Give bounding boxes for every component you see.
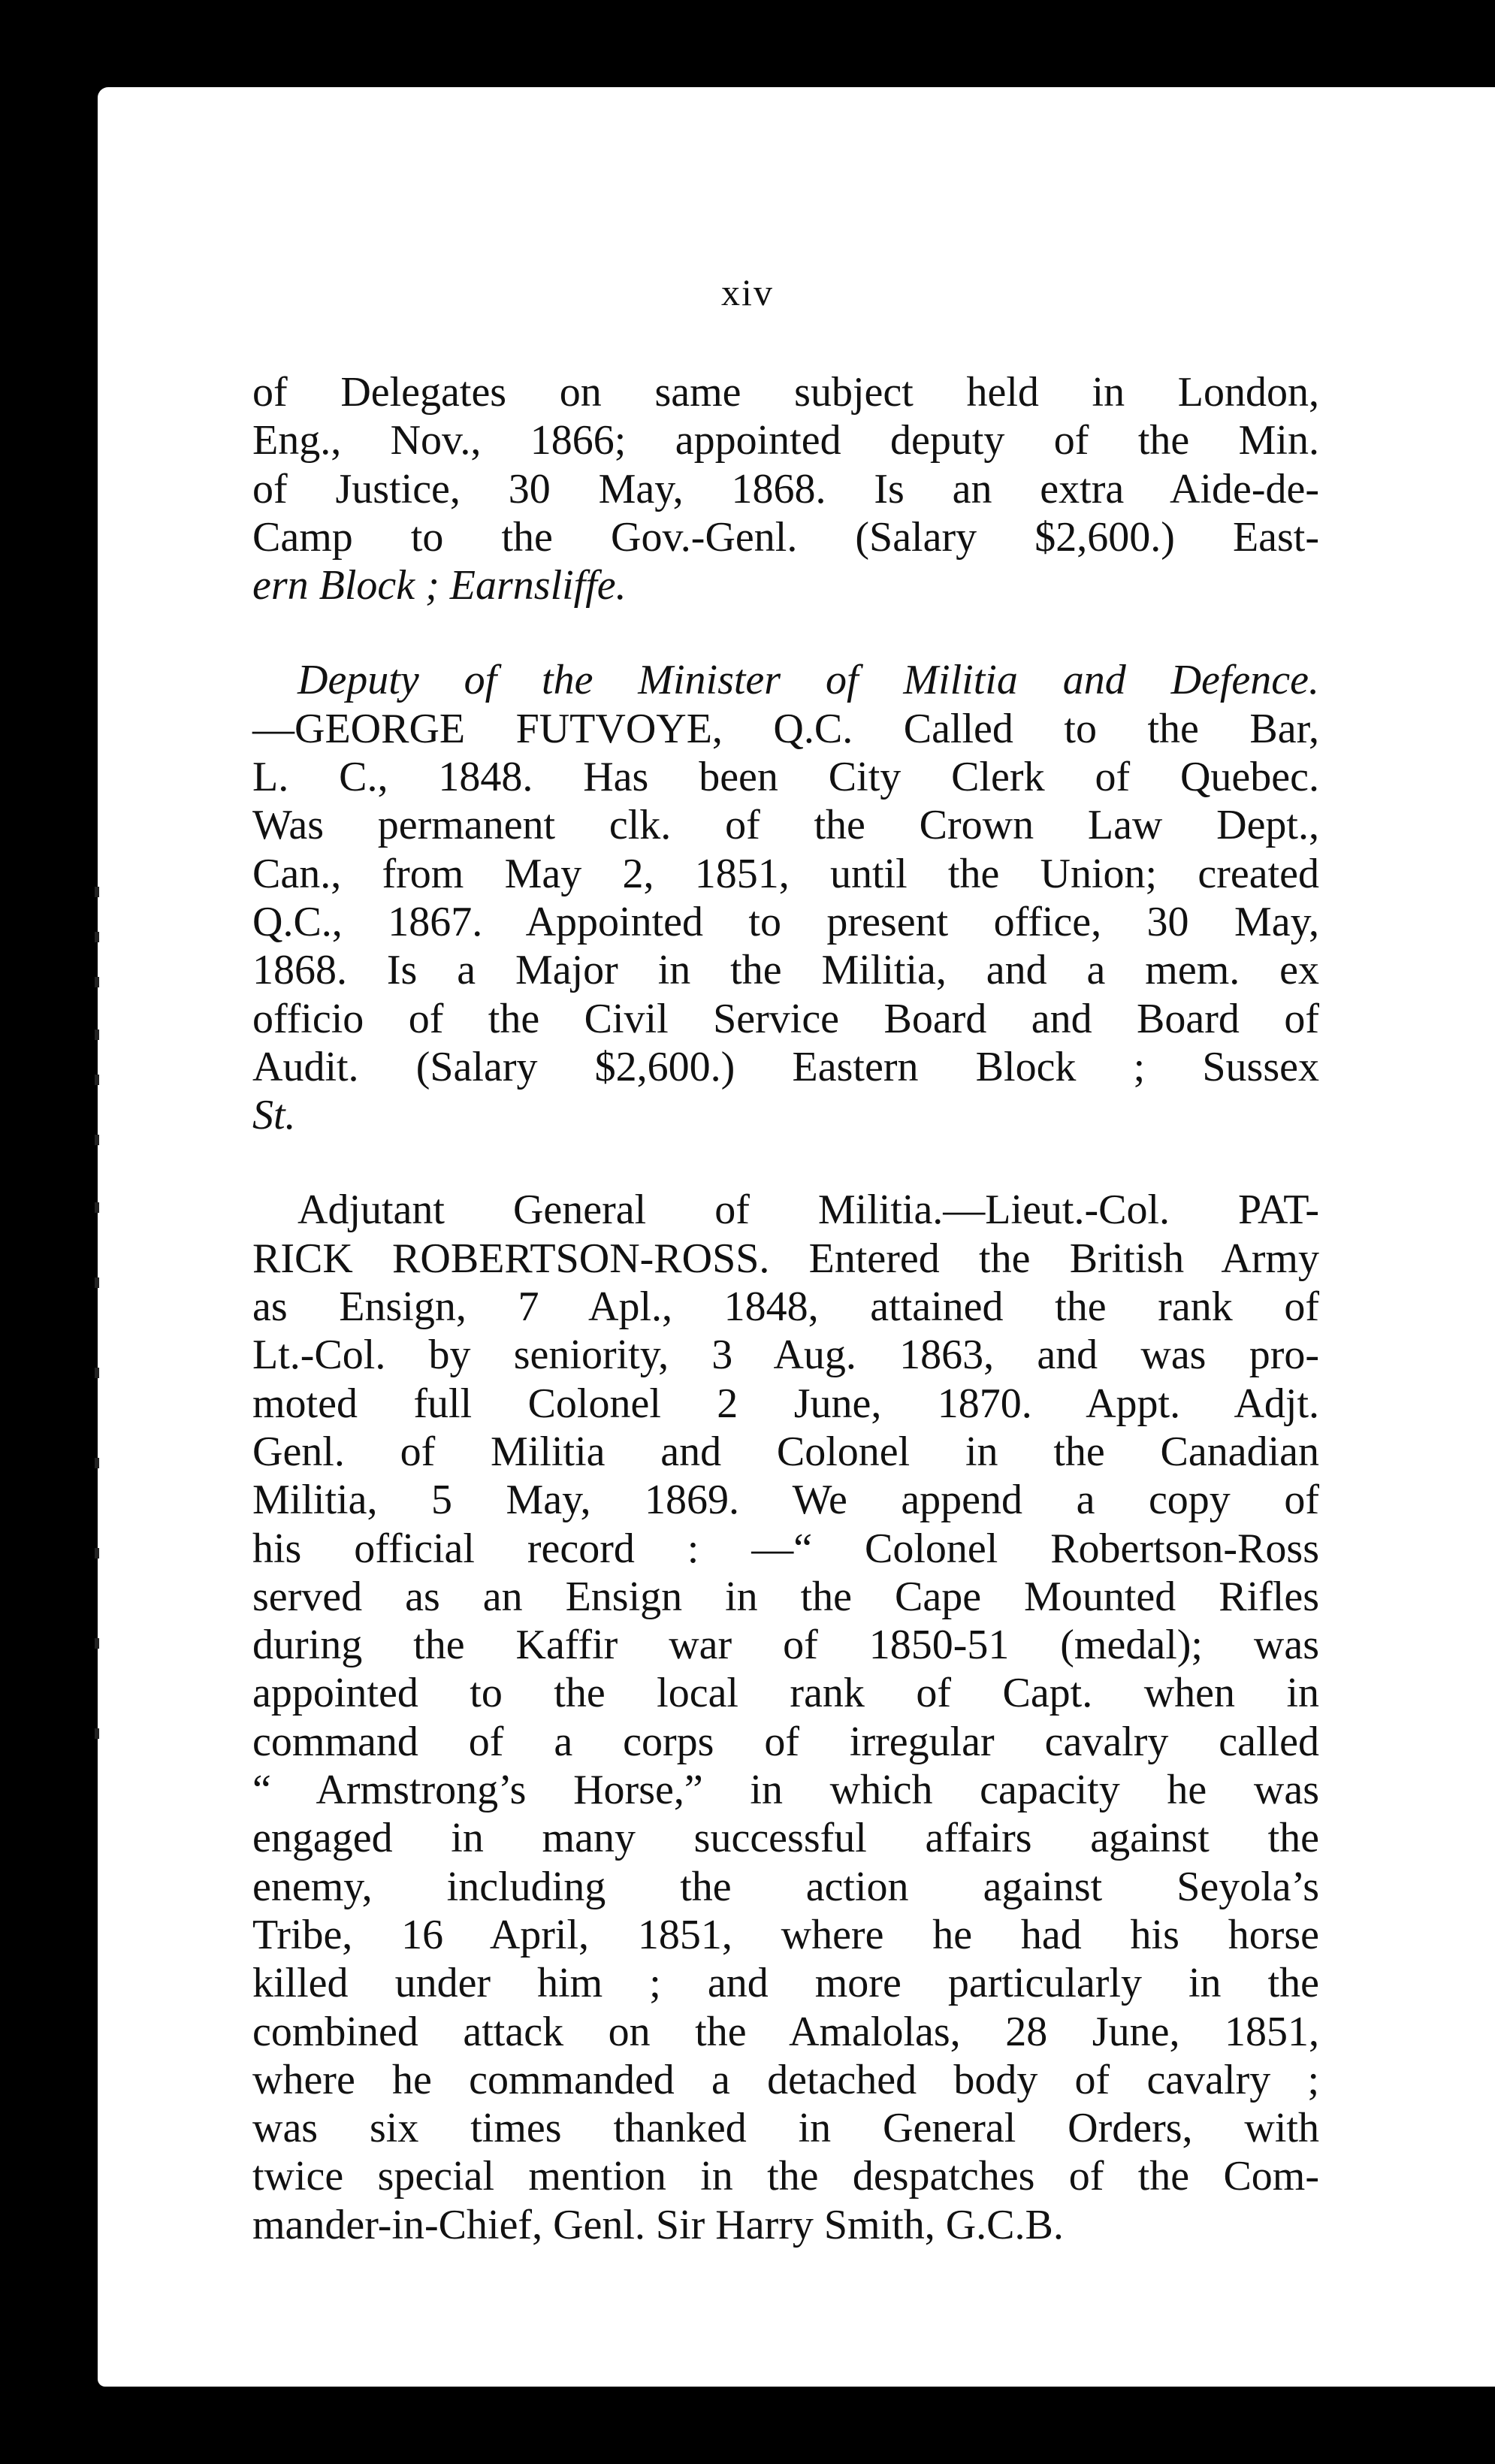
- text-line: was six times thanked in General Orders, with: [252, 2105, 1319, 2152]
- text-line: command of a corps of irregular cavalry called: [252, 1718, 1319, 1765]
- text-line: Eng., Nov., 1866; appointed deputy of the Min.: [252, 417, 1319, 464]
- text-line: ern Block ; Earnsliffe.: [252, 562, 627, 609]
- text-line: during the Kaffir war of 1850-51 (medal); was: [252, 1622, 1319, 1669]
- text-line: —GEORGE FUTVOYE, Q.C. Called to the Bar,: [252, 705, 1319, 752]
- text-line: moted full Colonel 2 June, 1870. Appt. Adjt.: [252, 1380, 1319, 1427]
- text-line: Was permanent clk. of the Crown Law Dept.,: [252, 802, 1319, 849]
- text-line: Genl. of Militia and Colonel in the Canadian: [252, 1428, 1319, 1475]
- text-line: enemy, including the action against Seyola’s: [252, 1863, 1319, 1910]
- text-line: twice special mention in the despatches of the Com-: [252, 2153, 1319, 2200]
- text-line: “ Armstrong’s Horse,” in which capacity he was: [252, 1767, 1319, 1814]
- text-line: Can., from May 2, 1851, until the Union; created: [252, 850, 1319, 897]
- text-line: mander-in-Chief, Genl. Sir Harry Smith, G.C.B.: [252, 2201, 1064, 2248]
- body-text: [252, 368, 1319, 2249]
- paragraph-1: [252, 368, 1319, 609]
- text-line: Audit. (Salary $2,600.) Eastern Block ; Sussex: [252, 1043, 1319, 1090]
- text-line: combined attack on the Amalolas, 28 June, 1851,: [252, 2008, 1319, 2055]
- text-line: where he commanded a detached body of cavalry ;: [252, 2056, 1319, 2103]
- section-heading: Deputy of the Minister of Militia and Defence.: [297, 657, 1319, 704]
- page-edge-marks: [90, 887, 104, 1788]
- text-line: of Justice, 30 May, 1868. Is an extra Aide-de-: [252, 465, 1319, 512]
- text-line: Lt.-Col. by seniority, 3 Aug. 1863, and was pro-: [252, 1332, 1319, 1379]
- page-number: xiv: [721, 271, 774, 313]
- text-line: appointed to the local rank of Capt. when in: [252, 1670, 1319, 1717]
- text-line: killed under him ; and more particularly in the: [252, 1960, 1319, 2007]
- text-line: St.: [252, 1092, 296, 1139]
- text-line: of Delegates on same subject held in London,: [252, 369, 1319, 416]
- text-line: served as an Ensign in the Cape Mounted Rifles: [252, 1573, 1319, 1620]
- text-line: 1868. Is a Major in the Militia, and a mem. ex: [252, 947, 1319, 994]
- paragraph-3: [252, 1186, 1319, 2249]
- text-line: Q.C., 1867. Appointed to present office, 30 May,: [252, 898, 1319, 945]
- section-heading: Adjutant General of Militia.—Lieut.-Col. PAT-: [297, 1187, 1319, 1234]
- text-line: officio of the Civil Service Board and Board of: [252, 995, 1319, 1042]
- text-line: RICK ROBERTSON-ROSS. Entered the British Army: [252, 1235, 1319, 1282]
- text-line: engaged in many successful affairs against the: [252, 1815, 1319, 1862]
- text-line: Tribe, 16 April, 1851, where he had his horse: [252, 1911, 1319, 1958]
- text-line: Camp to the Gov.-Genl. (Salary $2,600.) East-: [252, 513, 1319, 561]
- text-line: Militia, 5 May, 1869. We append a copy of: [252, 1477, 1319, 1524]
- paragraph-2: [252, 656, 1319, 1139]
- text-line: L. C., 1848. Has been City Clerk of Quebec.: [252, 754, 1319, 801]
- text-line: as Ensign, 7 Apl., 1848, attained the rank of: [252, 1283, 1319, 1331]
- text-line: his official record : —“ Colonel Robertson-Ross: [252, 1525, 1319, 1572]
